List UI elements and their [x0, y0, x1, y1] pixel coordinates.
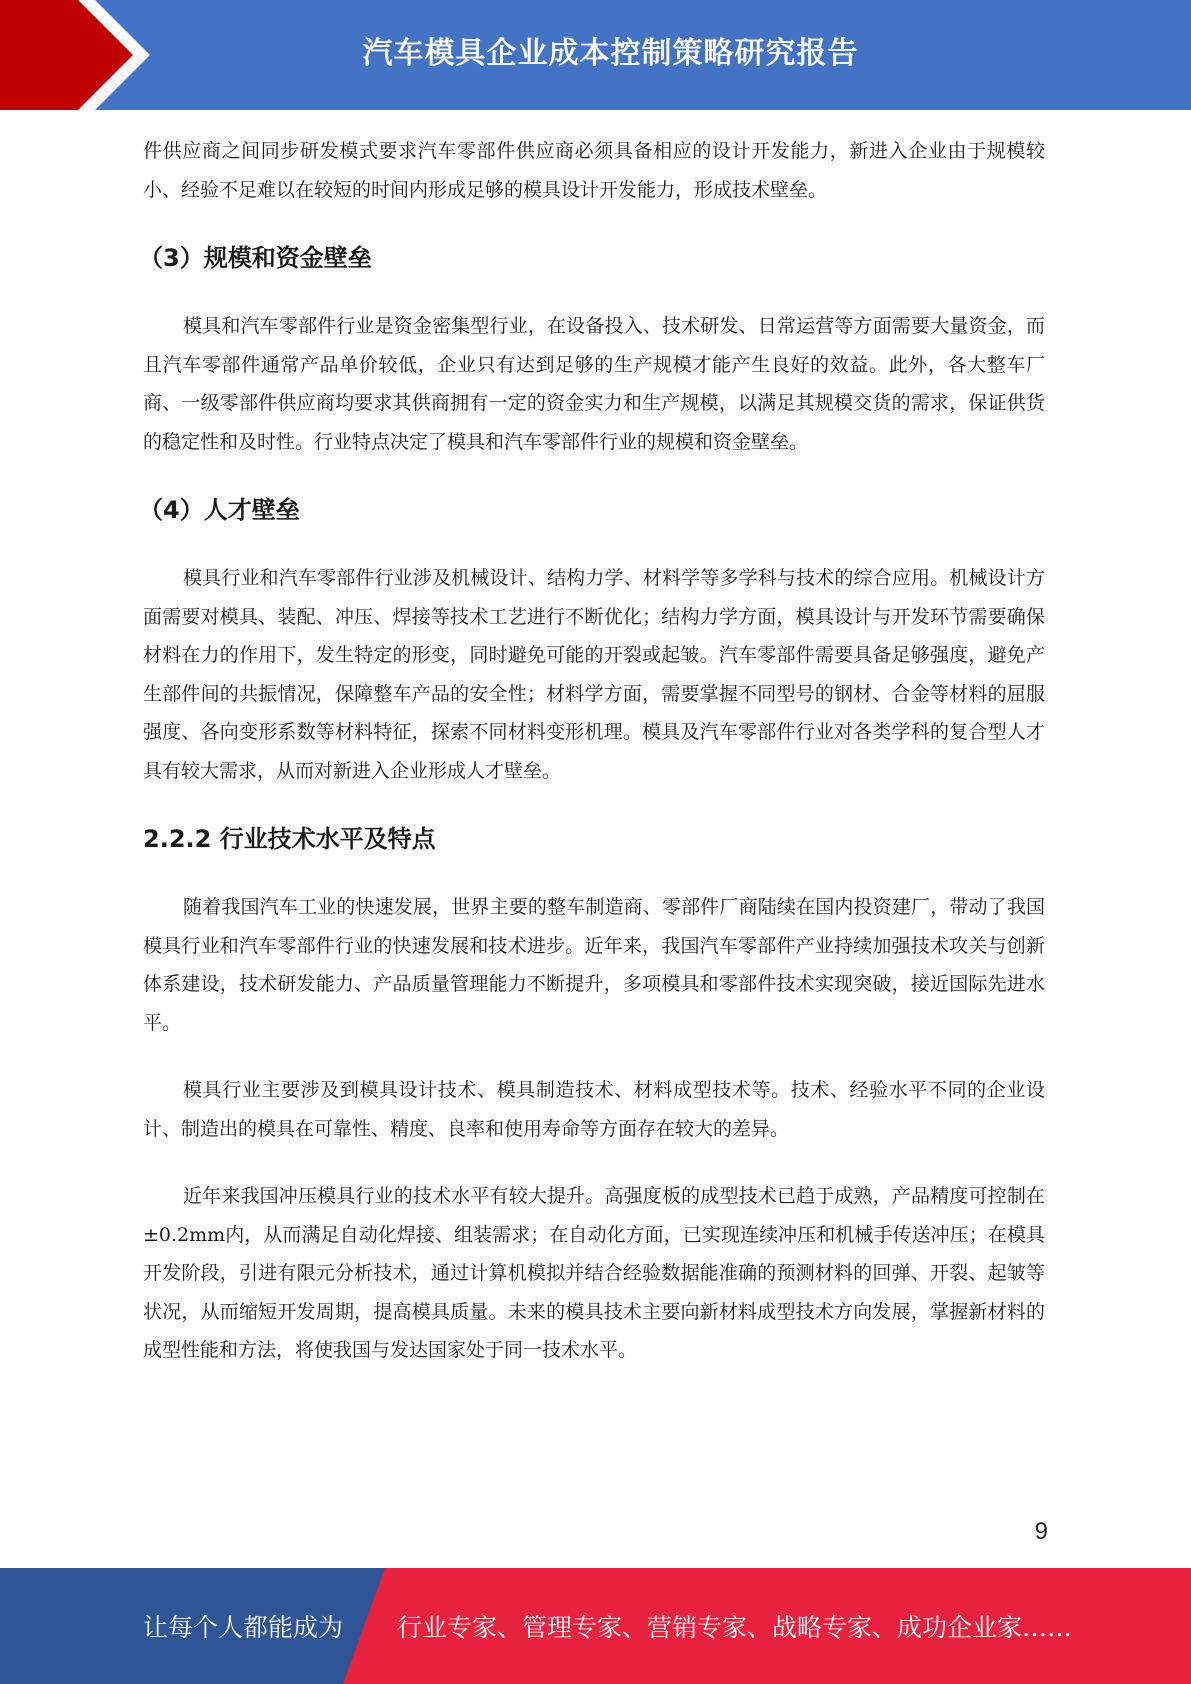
heading-industry-tech-level: 2.2.2 行业技术水平及特点: [143, 825, 436, 853]
page-footer: [0, 1568, 1191, 1684]
heading-scale-capital-barrier: （3）规模和资金壁垒: [139, 244, 372, 272]
intro-paragraph: 件供应商之间同步研发模式要求汽车零部件供应商必须具备相应的设计开发能力，新进入企业由于规模较小、经验不足难以在较短的时间内形成足够的模具设计开发能力，形成技术壁垒。: [143, 140, 1045, 201]
heading-talent-barrier: （4）人才壁垒: [139, 496, 300, 524]
footer-slogan-right: 行业专家、管理专家、营销专家、战略专家、成功企业家……: [397, 1613, 1073, 1642]
scale-capital-paragraph: 模具和汽车零部件行业是资金密集型行业，在设备投入、技术研发、日常运营等方面需要大量资金，而且汽车零部件通常产品单价较低，企业只有达到足够的生产规模才能产生良好的效益。此外，各大整车厂商、一级零部件供应商均要求其供商拥有一定的资金实力和生产规模，以满足其规模交货的需求，保证供货的稳定性和及时性。行业特点决定了模具和汽车零部件行业的规模和资金壁垒。: [143, 315, 1045, 453]
page-number: 9: [1034, 1518, 1048, 1545]
report-title: 汽车模具企业成本控制策略研究报告: [362, 36, 859, 71]
page-header: [0, 0, 1191, 110]
document-body: [139, 132, 1045, 1399]
tech-paragraph-3: 近年来我国冲压模具行业的技术水平有较大提升。高强度板的成型技术已趋于成熟，产品精度可控制在±0.2mm内，从而满足自动化焊接、组装需求；在自动化方面，已实现连续冲压和机械手传送冲压；在模具开发阶段，引进有限元分析技术，通过计算机模拟并结合经验数据能准确的预测材料的回弹、开裂、起皱等状况，从而缩短开发周期，提高模具质量。未来的模具技术主要向新材料成型技术方向发展，掌握新材料的成型性能和方法，将使我国与发达国家处于同一技术水平。: [143, 1185, 1045, 1361]
tech-paragraph-2: 模具行业主要涉及到模具设计技术、模具制造技术、材料成型技术等。技术、经验水平不同的企业设计、制造出的模具在可靠性、精度、良率和使用寿命等方面存在较大的差异。: [143, 1079, 1045, 1140]
talent-paragraph: 模具行业和汽车零部件行业涉及机械设计、结构力学、材料学等多学科与技术的综合应用。机械设计方面需要对模具、装配、冲压、焊接等技术工艺进行不断优化；结构力学方面，模具设计与开发环节需要确保材料在力的作用下，发生特定的形变，同时避免可能的开裂或起皱。汽车零部件需要具备足够强度，避免产生部件间的共振情况，保障整车产品的安全性；材料学方面，需要掌握不同型号的钢材、合金等材料的屈服强度、各向变形系数等材料特征，探索不同材料变形机理。模具及汽车零部件行业对各类学科的复合型人才具有较大需求，从而对新进入企业形成人才壁垒。: [143, 567, 1045, 782]
footer-slogan-left: 让每个人都能成为: [143, 1613, 344, 1642]
tech-paragraph-1: 随着我国汽车工业的快速发展，世界主要的整车制造商、零部件厂商陆续在国内投资建厂，带动了我国模具行业和汽车零部件行业的快速发展和技术进步。近年来，我国汽车零部件产业持续加强技术攻关与创新体系建设，技术研发能力、产品质量管理能力不断提升，多项模具和零部件技术实现突破，接近国际先进水平。: [143, 896, 1045, 1034]
